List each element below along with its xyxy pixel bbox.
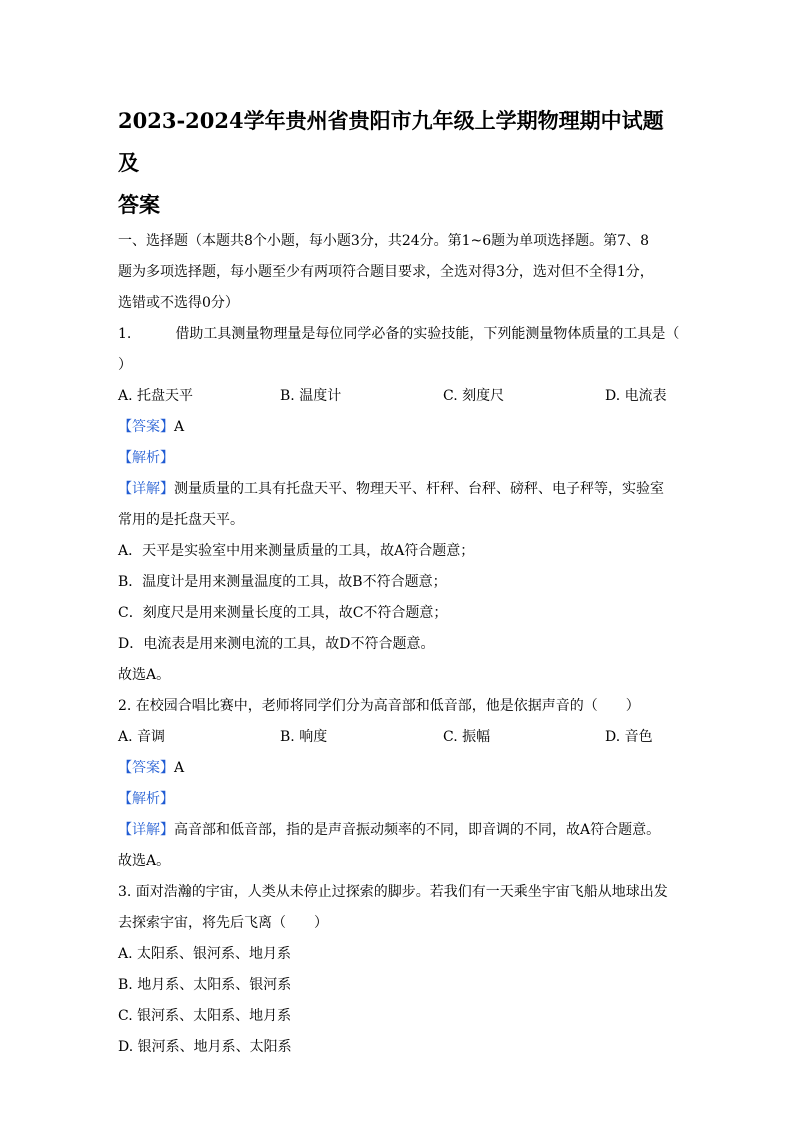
answer-label: 【答案】 — [118, 760, 174, 776]
question-2-analysis-label: 【解析】 — [118, 791, 174, 807]
question-1-stem-line-2: ） — [118, 357, 132, 373]
question-3-option-b: B. 地月系、太阳系、银河系 — [118, 977, 292, 993]
question-1-stem-text: 借助工具测量物理量是每位同学必备的实验技能，下列能测量物体质量的工具是（ — [175, 326, 680, 342]
question-1-option-b: B. 温度计 — [280, 388, 342, 404]
question-3-stem-line-2: 去探索宇宙，将先后飞离（ ） — [118, 915, 328, 931]
question-1-explanation-c: C．刻度尺是用来测量长度的工具，故C不符合题意； — [118, 605, 448, 621]
question-1-explanation-a: A．天平是实验室中用来测量质量的工具，故A符合题意； — [118, 543, 475, 559]
question-2-option-a: A. 音调 — [118, 729, 166, 745]
question-2-answer — [118, 753, 678, 784]
question-2-stem: 2. 在校园合唱比赛中，老师将同学们分为高音部和低音部，他是依据声音的（ ） — [118, 698, 640, 714]
detail-text: 高音部和低音部，指的是声音振动频率的不同，即音调的不同，故A符合题意。 — [174, 822, 661, 838]
document-title-line-1: 2023-2024学年贵州省贵阳市九年级上学期物理期中试题及 — [118, 108, 664, 175]
question-3-option-d: D. 银河系、地月系、太阳系 — [118, 1039, 292, 1055]
section-instruction-line-2: 题为多项选择题，每小题至少有两项符合题目要求，全选对得3分，选对但不全得1分， — [118, 264, 654, 280]
question-2-detail — [118, 815, 678, 846]
question-1-analysis-label: 【解析】 — [118, 450, 174, 466]
question-1-detail-line-1 — [118, 474, 678, 505]
question-1-detail-line-2: 常用的是托盘天平。 — [118, 512, 244, 528]
document-title-line-2: 答案 — [118, 192, 160, 217]
question-3-stem-line-1: 3. 面对浩瀚的宇宙，人类从未停止过探索的脚步。若我们有一天乘坐宇宙飞船从地球出发 — [118, 884, 668, 900]
detail-text: 测量质量的工具有托盘天平、物理天平、杆秤、台秤、磅秤、电子秤等，实验室 — [174, 481, 664, 497]
question-1-option-d: D. 电流表 — [605, 388, 667, 404]
question-1-conclusion: 故选A。 — [118, 667, 171, 683]
question-2-option-b: B. 响度 — [280, 729, 328, 745]
question-2-option-d: D. 音色 — [605, 729, 653, 745]
question-1-stem-line-1 — [118, 319, 678, 350]
document-page — [118, 100, 678, 1063]
question-1-option-c: C. 刻度尺 — [443, 388, 505, 404]
question-3-option-c: C. 银河系、太阳系、地月系 — [118, 1008, 292, 1024]
question-3-option-a: A. 太阳系、银河系、地月系 — [118, 946, 292, 962]
question-2-option-c: C. 振幅 — [443, 729, 491, 745]
detail-label: 【详解】 — [118, 822, 174, 838]
question-2-conclusion: 故选A。 — [118, 853, 171, 869]
question-1-option-a: A. 托盘天平 — [118, 388, 194, 404]
answer-label: 【答案】 — [118, 419, 174, 435]
answer-value: A — [174, 760, 185, 776]
answer-value: A — [174, 419, 185, 435]
question-1-answer — [118, 412, 678, 443]
section-instruction-line-3: 选错或不选得0分） — [118, 295, 239, 311]
section-instruction-line-1: 一、选择题（本题共8个小题，每小题3分，共24分。第1~6题为单项选择题。第7、8 — [118, 233, 649, 249]
detail-label: 【详解】 — [118, 481, 174, 497]
question-1-explanation-b: B．温度计是用来测量温度的工具，故B不符合题意； — [118, 574, 447, 590]
question-2-options — [118, 722, 678, 753]
question-1-explanation-d: D．电流表是用来测电流的工具，故D不符合题意。 — [118, 636, 435, 652]
question-1-options — [118, 381, 678, 412]
question-1-number: 1. — [118, 326, 132, 342]
